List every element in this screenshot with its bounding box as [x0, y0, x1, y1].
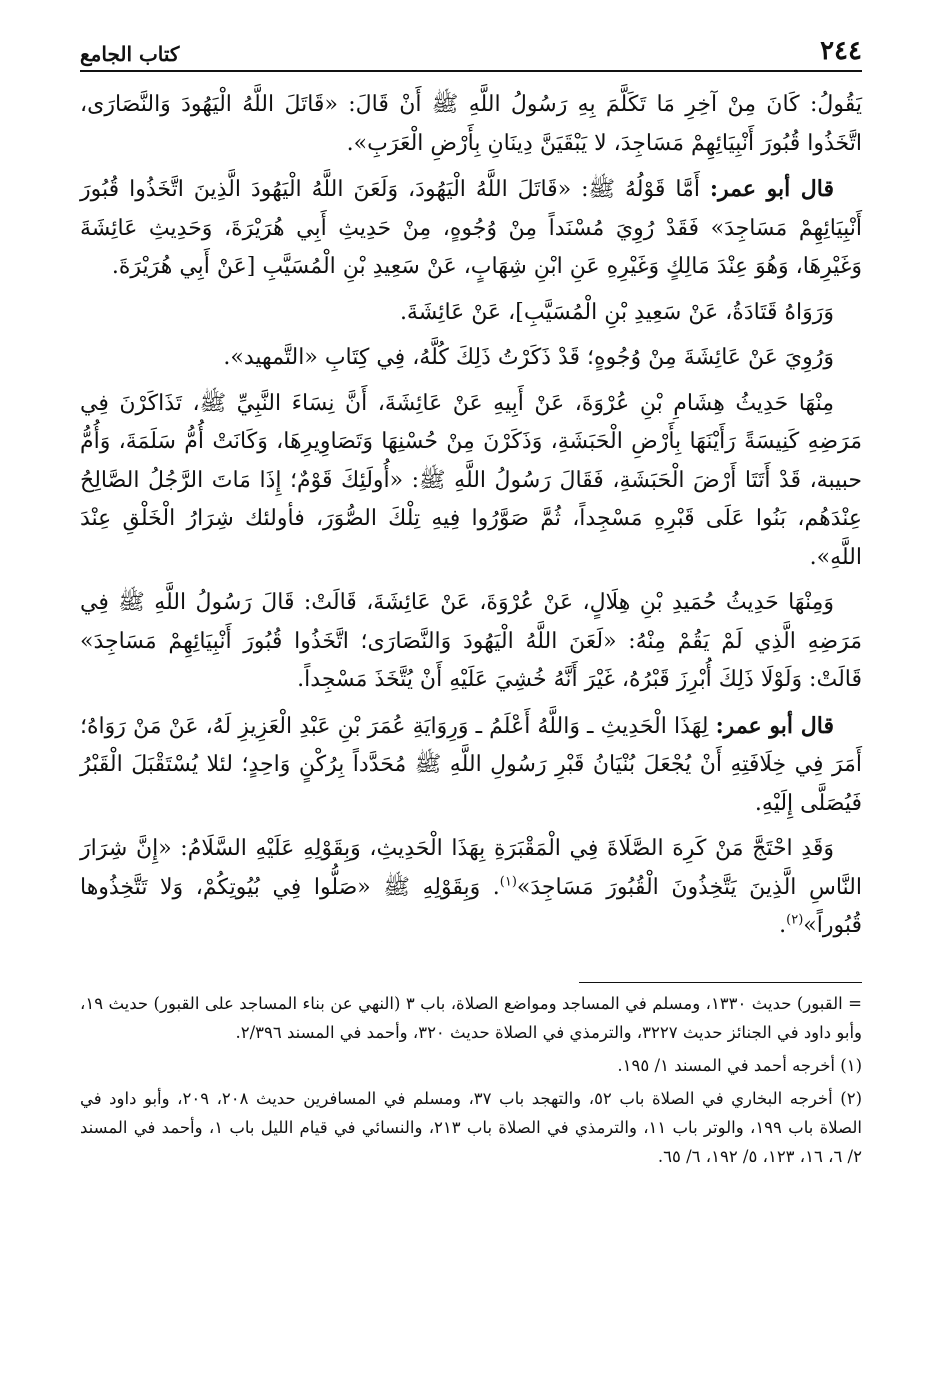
footnote-ref-2: (٢): [786, 912, 804, 928]
running-title: كتاب الجامع: [80, 42, 180, 66]
paragraph-7-text: لِهَذَا الْحَدِيثِ ـ وَاللَّهُ أَعْلَمُ ـ وَرِوَايَةِ عُمَرَ بْنِ عَبْدِ الْعَزِيزِ لَهُ، عَنْ مَنْ رَوَاهُ؛ أَمَرَ فِي خِلَافَتِهِ أَنْ يُجْعَلَ بُنْيَانُ قَبْرِ رَسُولِ اللَّهِ ﷺ مُحَدَّداً بِرُكْنٍ وَاحِدٍ؛ لئلا يُسْتَقْبَلَ الْقَبْرُ فَيُصَلَّى إِلَيْهِ.: [80, 713, 862, 816]
paragraph-5: مِنْهَا حَدِيثُ هِشَامِ بْنِ عُرْوَةَ، عَنْ أَبِيهِ عَنْ عَائِشَةَ، أَنَّ نِسَاءَ النَّبِيِّ ﷺ، تَذَاكَرْنَ فِي مَرَضِهِ كَنِيسَةً رَأَيْنَهَا بِأَرْضِ الْحَبَشَةِ، وَذَكَرْنَ مِنْ حُسْنِهَا وَتَصَاوِيرِهَا، وَكَانَتْ أُمُّ سَلَمَةَ، وَأُمُّ حبيبة، قَدْ أَتَتَا أَرْضَ الْحَبَشَةِ، فَقَالَ رَسُولُ اللَّهِ ﷺ: «أُولَئِكَ قَوْمٌ؛ إِذَا مَاتَ الرَّجُلُ الصَّالِحُ عِنْدَهُم، بَنُوا عَلَى قَبْرِهِ مَسْجِداً، ثُمَّ صَوَّرُوا فِيهِ تِلْكَ الصُّوَرَ، فأولئك شِرَارُ الْخَلْقِ عِنْدَ اللَّهِ».: [80, 390, 862, 570]
paragraph-1: يَقُولُ: كَانَ مِنْ آخِرِ مَا تَكَلَّمَ بِهِ رَسُولُ اللَّهِ ﷺ أَنْ قَالَ: «قَاتَلَ اللَّهُ الْيَهُودَ وَالنَّصَارَى، اتَّخَذُوا قُبُورَ أَنْبِيَائِهِمْ مَسَاجِدَ، لا يَبْقَيَنَّ دِينَانِ بِأَرْضِ الْعَرَبِ».: [80, 92, 862, 156]
footnote-1: (١) أخرجه أحمد في المسند ١/ ١٩٥.: [617, 1055, 862, 1075]
speaker-label: قال أبو عمر:: [715, 712, 834, 739]
paragraph-8-text: وَقَدِ احْتَجَّ مَنْ كَرِهَ الصَّلَاةَ فِي الْمَقْبَرَةِ بِهَذَا الْحَدِيثِ، وَبِقَوْلِهِ عَلَيْهِ السَّلَامُ: «إِنَّ شِرَارَ النَّاسِ الَّذِينَ يَتَّخِذُونَ الْقُبُورَ مَسَاجِدَ»: [80, 836, 862, 900]
footnote-ref-1: (١): [499, 874, 517, 890]
paragraph-8-end: .: [779, 913, 787, 938]
main-text: [80, 86, 862, 946]
page-number: ٢٤٤: [820, 36, 862, 66]
paragraph-8: [80, 830, 862, 946]
paragraph-7: [80, 707, 862, 824]
footnote-divider: [579, 982, 862, 983]
paragraph-2-text: أَمَّا قَوْلُهُ ﷺ: «قَاتَلَ اللَّهُ الْيَهُودَ، وَلَعَنَ اللَّهُ الْيَهُودَ الَّذِينَ اتَّخَذُوا قُبُورَ أَنْبِيَائِهِمْ مَسَاجِدَ» فَقَدْ رُوِيَ مُسْنَداً مِنْ وُجُوهٍ، مِنْ حَدِيثِ أَبِي هُرَيْرَةَ، وَحَدِيثِ عَائِشَةَ وَغَيْرِهَا، وَهُوَ عِنْدَ مَالِكٍ وَغَيْرِهِ عَنِ ابْنِ شِهَابٍ، عَنْ سَعِيدِ بْنِ الْمُسَيَّبِ [عَنْ أَبِي هُرَيْرَةَ.: [80, 177, 862, 279]
speaker-label: قال أبو عمر:: [709, 176, 834, 202]
paragraph-3: وَرَوَاهُ قَتَادَةُ، عَنْ سَعِيدِ بْنِ الْمُسَيَّبِ]، عَنْ عَائِشَةَ.: [399, 299, 834, 325]
paragraph-6: وَمِنْهَا حَدِيثُ حُمَيدِ بْنِ هِلَالٍ، عَنْ عُرْوَةَ، عَنْ عَائِشَةَ، قَالَتْ: قَالَ رَسُولُ اللَّهِ ﷺ فِي مَرَضِهِ الَّذِي لَمْ يَقُمْ مِنْهُ: «لَعَنَ اللَّهُ الْيَهُودَ وَالنَّصَارَى؛ اتَّخَذُوا قُبُورَ أَنْبِيَائِهِمْ مَسَاجِدَ» قَالَتْ: وَلَوْلَا ذَلِكَ أُبْرِزَ قَبْرُهُ، غَيْرَ أَنَّهُ خُشِيَ عَلَيْهِ أَنْ يُتَّخَذَ مَسْجِداً.: [80, 590, 862, 692]
footnote-2: (٢) أخرجه البخاري في الصلاة باب ٥٢، والتهجد باب ٣٧، ومسلم في المسافرين حديث ٢٠٨، ٢٠٩، وأبو داود في الصلاة باب ١٩٩، والوتر باب ١١، والترمذي في الصلاة باب ٢١٣، والنسائي في قيام الليل باب ١، وأحمد في المسند ٢/ ٦، ١٦، ١٢٣، ٥/ ١٩٢، ٦/ ٦٥.: [80, 1088, 862, 1166]
paragraph-2: [80, 170, 862, 287]
paragraph-8-text-b: . وَبِقَوْلِهِ ﷺ «صَلُّوا فِي بُيُوتِكُمْ، وَلا تَتَّخِذُوها قُبُوراً»: [80, 874, 862, 938]
footnote-continuation: = القبور) حديث ١٣٣٠، ومسلم في المساجد ومواضع الصلاة، باب ٣ (النهي عن بناء المساجد على القبور) حديث ١٩، وأبو داود في الجنائز حديث ٣٢٢٧، والترمذي في الصلاة حديث ٣٢٠، وأحمد في المسند ٢/٣٩٦.: [80, 993, 862, 1042]
page-header: [80, 38, 862, 72]
paragraph-4: وَرُوِيَ عَنْ عَائِشَةَ مِنْ وُجُوهٍ؛ قَدْ ذَكَرْتُ ذَلِكَ كُلَّهُ، فِي كِتَابِ «التَّمهيد».: [223, 345, 834, 370]
footnotes: [80, 989, 862, 1171]
